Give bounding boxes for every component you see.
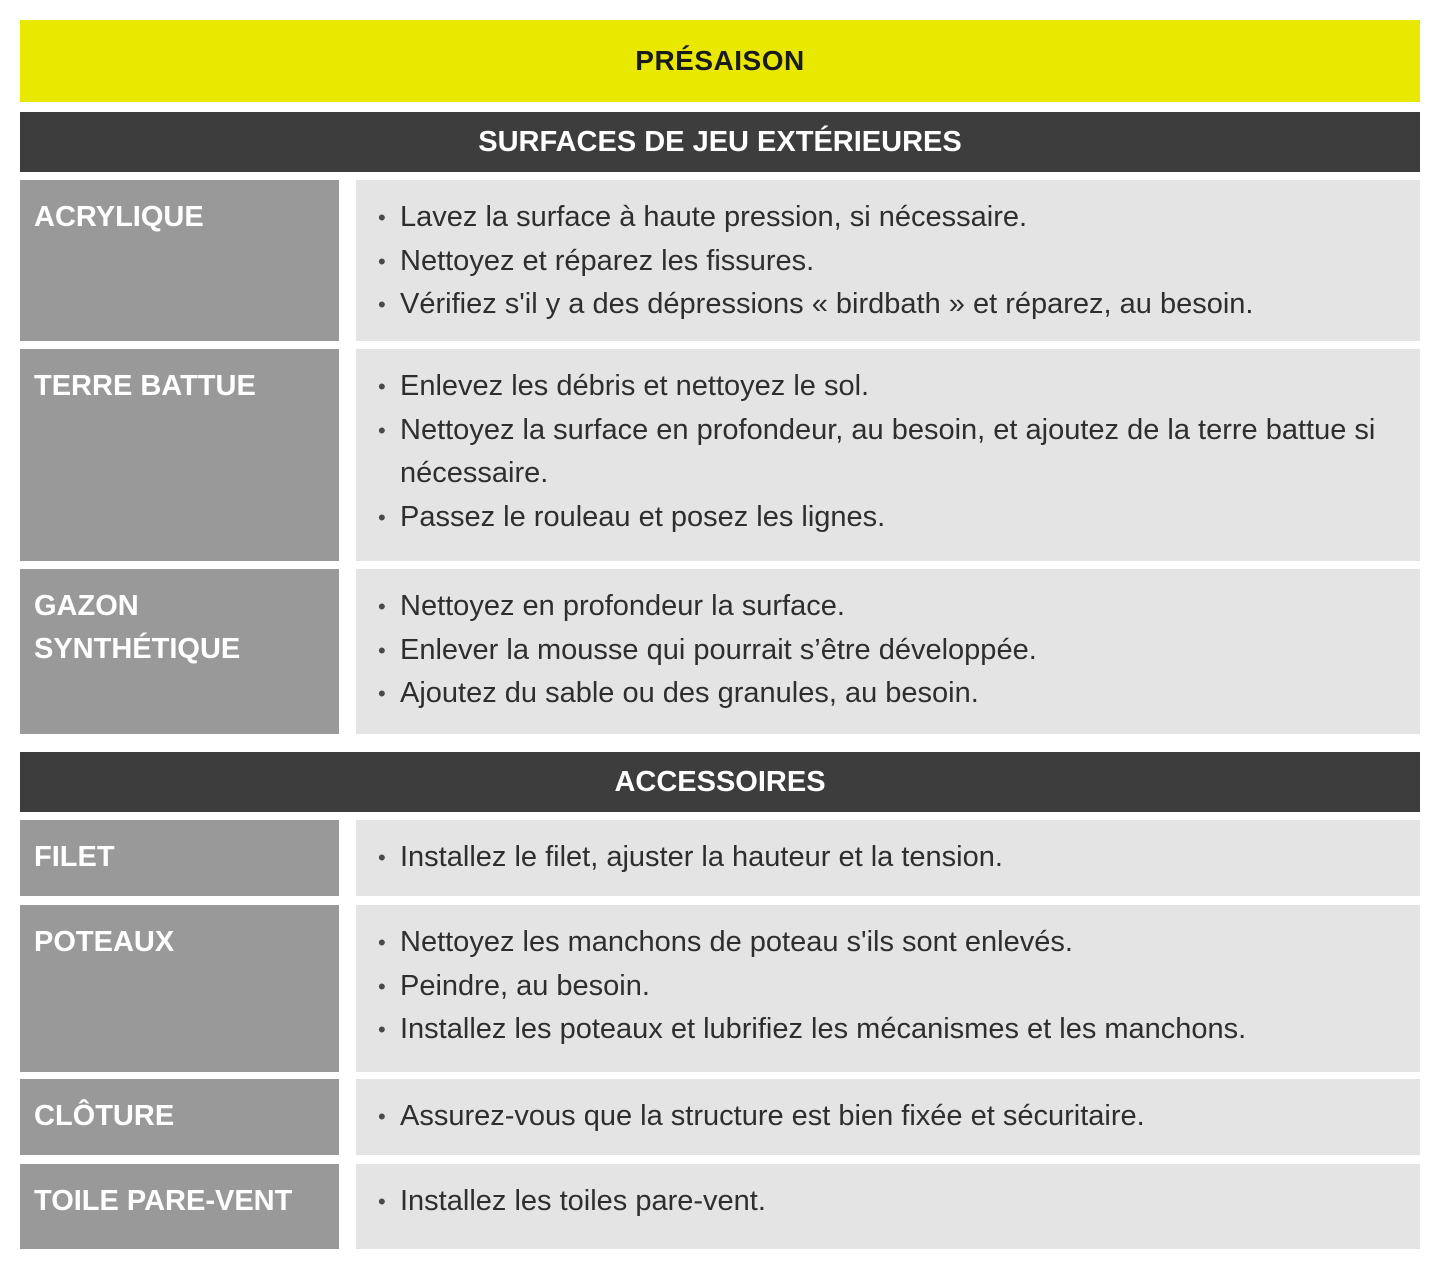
- section-header-surfaces: [20, 112, 1420, 172]
- row-content: [356, 820, 1420, 896]
- list-item: • Vérifiez s'il y a des dépressions « birdbath » et réparez, au besoin.: [378, 283, 1400, 327]
- table-row-filet: [20, 820, 1420, 896]
- row-label: CLÔTURE: [20, 1079, 339, 1155]
- row-label: POTEAUX: [20, 905, 339, 1072]
- bullet-list: [378, 921, 1400, 1052]
- list-item: • Installez les poteaux et lubrifiez les mécanismes et les manchons.: [378, 1008, 1400, 1052]
- bullet-list: [378, 585, 1400, 716]
- table-row-toile-pare-vent: [20, 1164, 1420, 1249]
- table-row-cloture: [20, 1079, 1420, 1155]
- bullet-list: [378, 365, 1400, 539]
- list-item: • Lavez la surface à haute pression, si nécessaire.: [378, 196, 1400, 240]
- row-content: [356, 905, 1420, 1072]
- list-item: • Nettoyez les manchons de poteau s'ils sont enlevés.: [378, 921, 1400, 965]
- row-content: [356, 180, 1420, 341]
- row-label: TERRE BATTUE: [20, 349, 339, 561]
- bullet-list: [378, 836, 1400, 880]
- row-label: TOILE PARE-VENT: [20, 1164, 339, 1249]
- row-content: [356, 349, 1420, 561]
- table-row-terre-battue: [20, 349, 1420, 561]
- list-item: • Nettoyez la surface en profondeur, au besoin, et ajoutez de la terre battue si nécessaire.: [378, 409, 1400, 496]
- row-content: [356, 1164, 1420, 1249]
- row-content: [356, 1079, 1420, 1155]
- section-heading: SURFACES DE JEU EXTÉRIEURES: [478, 125, 962, 158]
- list-item: • Installez les toiles pare-vent.: [378, 1180, 1400, 1224]
- section-heading: ACCESSOIRES: [614, 765, 826, 798]
- page-title: PRÉSAISON: [635, 45, 805, 76]
- bullet-list: [378, 1180, 1400, 1224]
- list-item: • Assurez-vous que la structure est bien fixée et sécuritaire.: [378, 1095, 1400, 1139]
- row-label: ACRYLIQUE: [20, 180, 339, 341]
- list-item: • Enlever la mousse qui pourrait s’être développée.: [378, 629, 1400, 673]
- table-row-acrylique: [20, 180, 1420, 341]
- list-item: • Ajoutez du sable ou des granules, au besoin.: [378, 672, 1400, 716]
- table-row-poteaux: [20, 905, 1420, 1072]
- bullet-list: [378, 196, 1400, 327]
- row-content: [356, 569, 1420, 734]
- row-label: GAZON SYNTHÉTIQUE: [20, 569, 339, 734]
- list-item: • Nettoyez en profondeur la surface.: [378, 585, 1400, 629]
- section-header-accessoires: [20, 752, 1420, 812]
- list-item: • Passez le rouleau et posez les lignes.: [378, 496, 1400, 540]
- list-item: • Installez le filet, ajuster la hauteur et la tension.: [378, 836, 1400, 880]
- list-item: • Nettoyez et réparez les fissures.: [378, 240, 1400, 284]
- list-item: • Peindre, au besoin.: [378, 965, 1400, 1009]
- list-item: • Enlevez les débris et nettoyez le sol.: [378, 365, 1400, 409]
- row-label: FILET: [20, 820, 339, 896]
- table-row-gazon-synthetique: [20, 569, 1420, 734]
- bullet-list: [378, 1095, 1400, 1139]
- page-title-banner: [20, 20, 1420, 102]
